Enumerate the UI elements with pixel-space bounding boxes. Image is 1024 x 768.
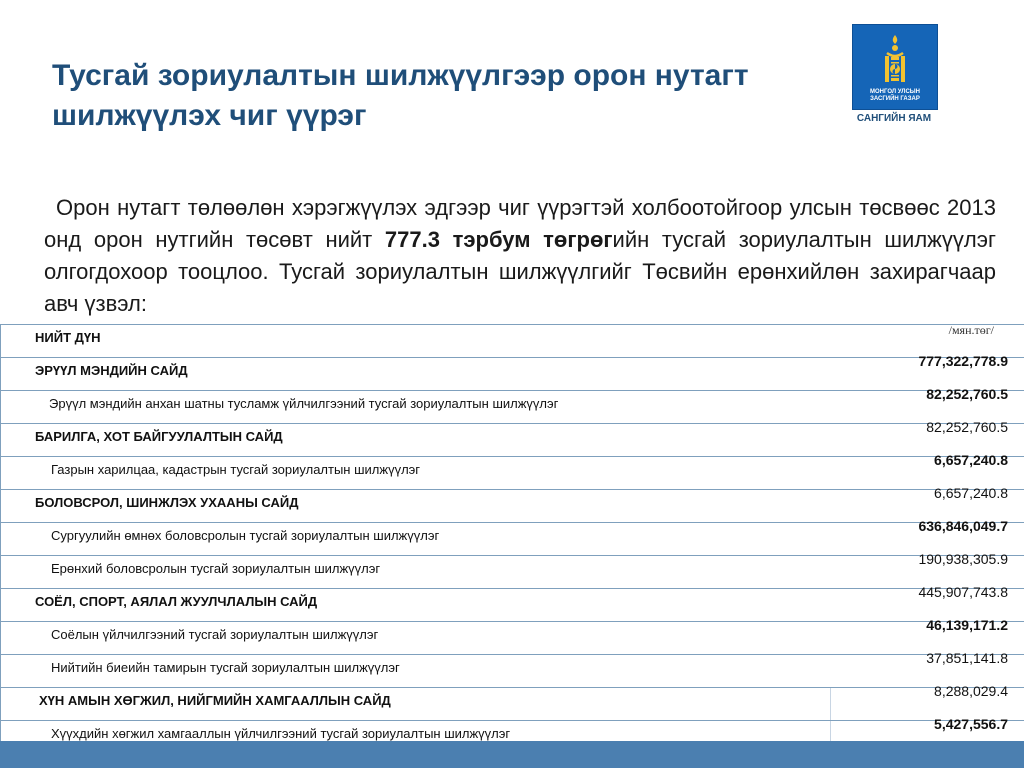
table-row (1, 391, 1024, 424)
row-name: ЭРҮҮЛ МЭНДИЙН САЙД (35, 363, 188, 378)
row-value: 190,938,305.9 (918, 551, 1008, 567)
row-value: 5,427,556.7 (934, 716, 1008, 732)
transfer-table (0, 324, 1024, 754)
row-value: 82,252,760.5 (926, 419, 1008, 435)
row-value: 82,252,760.5 (926, 386, 1008, 402)
intro-paragraph (44, 192, 996, 320)
table-row (1, 523, 1024, 556)
row-value: 37,851,141.8 (926, 650, 1008, 666)
table-row (1, 589, 1024, 622)
page-title: Тусгай зориулалтын шилжүүлгээр орон нутагт шилжүүлэх чиг үүрэг (52, 59, 749, 132)
intro-text-before: Орон нутагт төлөөлөн хэрэгжүүлэх эдгээр чиг үүрэгтэй холбоотойгоор улсын төсвөөс 2013 онд орон нутгийн төсөвт нийт (44, 195, 996, 252)
footer-bar (0, 741, 1024, 768)
table-row (1, 490, 1024, 523)
row-value: 777,322,778.9 (918, 353, 1008, 369)
row-value: 46,139,171.2 (926, 617, 1008, 633)
table-row (1, 556, 1024, 589)
row-value: 6,657,240.8 (934, 485, 1008, 501)
row-name: Сургуулийн өмнөх боловсролын тусгай зориулалтын шилжүүлэг (51, 528, 440, 543)
row-name: БОЛОВСРОЛ, ШИНЖЛЭХ УХААНЫ САЙД (35, 495, 299, 510)
logo-text-line2: ЗАСГИЙН ГАЗАР (870, 96, 920, 102)
row-name: БАРИЛГА, ХОТ БАЙГУУЛАЛТЫН САЙД (35, 429, 283, 444)
table-row (1, 424, 1024, 457)
unit-label: /мян.төг/ (948, 323, 994, 337)
table-row (1, 325, 1024, 358)
row-name: Соёлын үйлчилгээний тусгай зориулалтын шилжүүлэг (51, 627, 379, 642)
row-name: Газрын харилцаа, кадастрын тусгай зориулалтын шилжүүлэг (51, 462, 421, 477)
row-value: 445,907,743.8 (918, 584, 1008, 600)
ministry-logo (852, 24, 938, 110)
table-row (1, 358, 1024, 391)
row-name: СОЁЛ, СПОРТ, АЯЛАЛ ЖУУЛЧЛАЛЫН САЙД (35, 594, 318, 609)
table-row (1, 655, 1024, 688)
row-value: 6,657,240.8 (934, 452, 1008, 468)
table-row (1, 622, 1024, 655)
row-name: Нийтийн биеийн тамирын тусгай зориулалтын шилжүүлэг (51, 660, 400, 675)
logo-text-line1: МОНГОЛ УЛСЫН (870, 89, 920, 95)
table-row (1, 688, 1024, 721)
intro-highlight: 777.3 тэрбум төгрөг (384, 227, 613, 252)
row-name: Эрүүл мэндийн анхан шатны тусламж үйлчилгээний тусгай зориулалтын шилжүүлэг (49, 396, 559, 411)
ministry-name: САНГИЙН ЯАМ (856, 113, 932, 124)
soyombo-emblem-icon (873, 33, 917, 87)
intro-text-after: ийн тусгай зориулалтын шилжүүлэг олгогдохоор тооцлоо. Тусгай зориулалтын шилжүүлгийг Төсвийн ерөнхийлөн захирагчаар авч үзвэл: (44, 227, 996, 316)
row-name: ХҮН АМЫН ХӨГЖИЛ, НИЙГМИЙН ХАМГААЛЛЫН САЙД (39, 693, 391, 708)
table-row (1, 457, 1024, 490)
row-name: Ерөнхий боловсролын тусгай зориулалтын шилжүүлэг (51, 561, 381, 576)
row-value: 636,846,049.7 (918, 518, 1008, 534)
row-name: НИЙТ ДҮН (35, 330, 101, 345)
row-name: Хүүхдийн хөгжил хамгааллын үйлчилгээний тусгай зориулалтын шилжүүлэг (51, 726, 511, 741)
row-value: 8,288,029.4 (934, 683, 1008, 699)
